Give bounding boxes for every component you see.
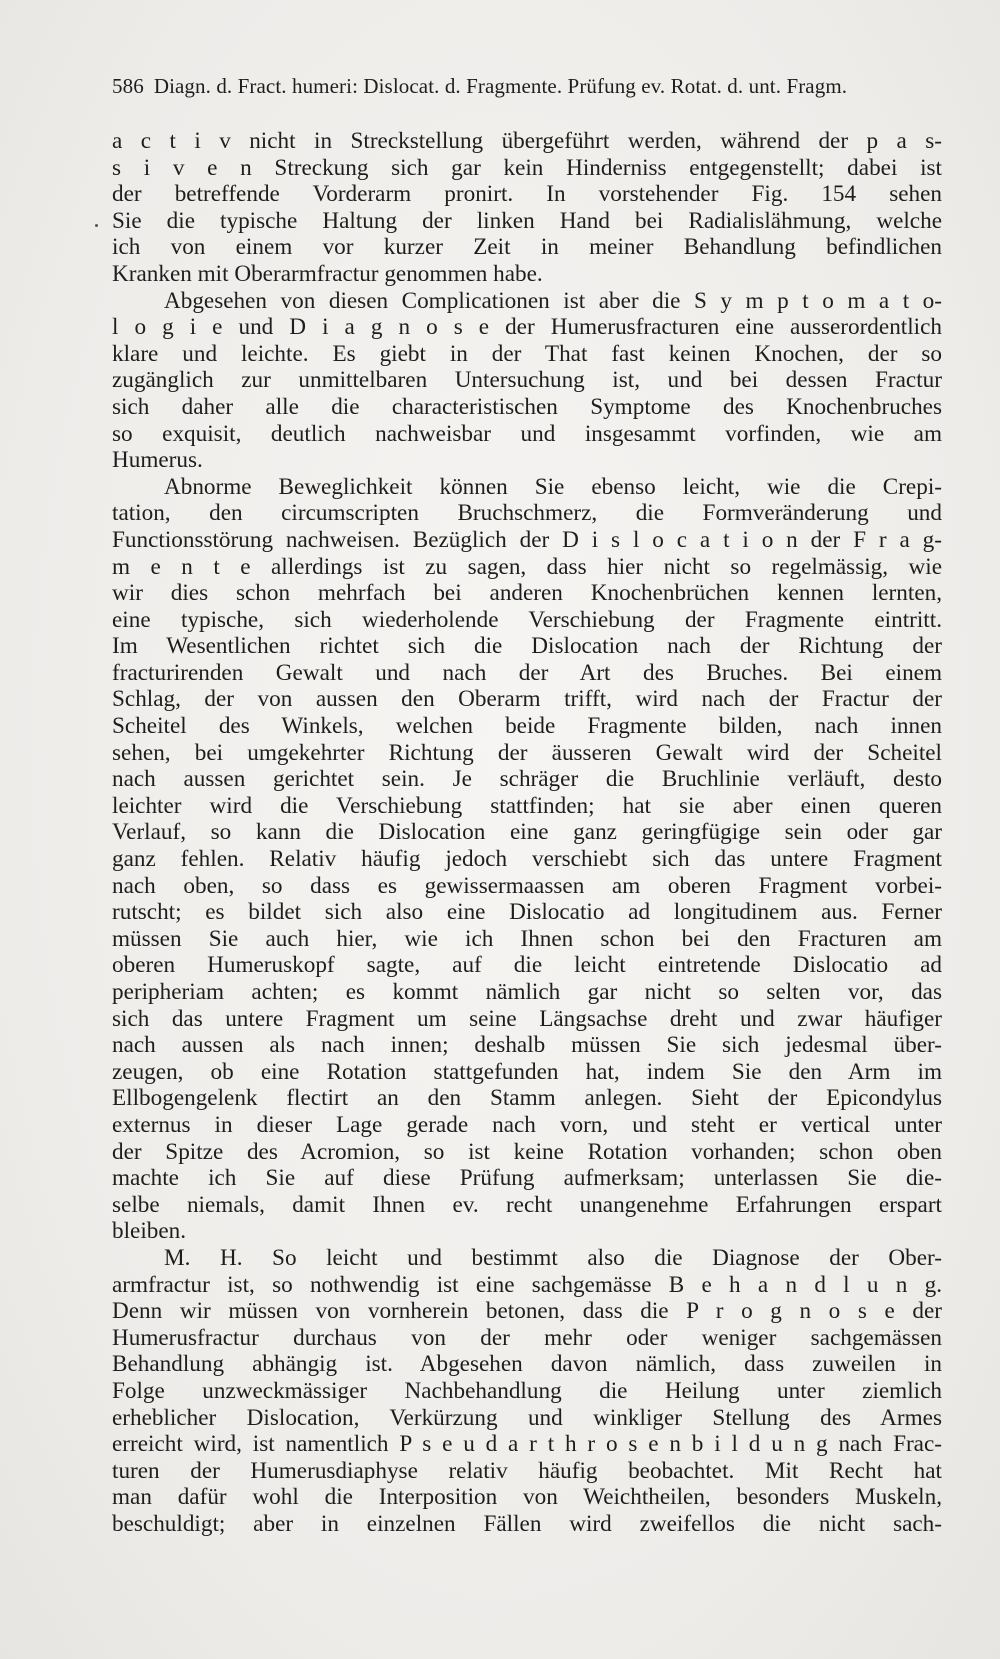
running-header	[112, 74, 942, 99]
text-line: leichter wird die Verschiebung stattfinden; hat sie aber einen queren	[112, 792, 942, 819]
text-line: müssen Sie auch hier, wie ich Ihnen schon bei den Fracturen am	[112, 925, 942, 952]
text-line: rutscht; es bildet sich also eine Dislocatio ad longitudinem aus. Ferner	[112, 899, 942, 926]
text-line: beschuldigt; aber in einzelnen Fällen wird zweifellos die nicht sach-	[112, 1510, 942, 1537]
text-line: armfractur ist, so nothwendig ist eine sachgemässe B e h a n d l u n g.	[112, 1271, 942, 1298]
text-line: klare und leichte. Es giebt in der That fast keinen Knochen, der so	[112, 340, 942, 367]
text-line: erheblicher Dislocation, Verkürzung und winkliger Stellung des Armes	[112, 1404, 942, 1431]
text-line: nach aussen gerichtet sein. Je schräger die Bruchlinie verläuft, desto	[112, 766, 942, 793]
text-line: machte ich Sie auf diese Prüfung aufmerksam; unterlassen Sie die-	[112, 1165, 942, 1192]
text-line: tation, den circumscripten Bruchschmerz, die Formveränderung und	[112, 500, 942, 527]
text-line: Denn wir müssen von vornherein betonen, dass die P r o g n o s e der	[112, 1298, 942, 1325]
text-line: der Spitze des Acromion, so ist keine Rotation vorhanden; schon oben	[112, 1138, 942, 1165]
text-line: Abgesehen von diesen Complicationen ist aber die S y m p t o m a t o-	[164, 287, 942, 314]
text-line: s i v e n Streckung sich gar kein Hinderniss entgegenstellt; dabei ist	[112, 154, 942, 181]
text-line: oberen Humeruskopf sagte, auf die leicht eintretende Dislocatio ad	[112, 952, 942, 979]
margin-speck	[95, 224, 98, 227]
text-line: Scheitel des Winkels, welchen beide Fragmente bilden, nach innen	[112, 713, 942, 740]
text-line: bleiben.	[112, 1218, 187, 1245]
text-line: zugänglich zur unmittelbaren Untersuchung ist, und bei dessen Fractur	[112, 367, 942, 394]
text-line: Verlauf, so kann die Dislocation eine ganz geringfügige sein oder gar	[112, 819, 942, 846]
text-line: Humerus.	[112, 447, 203, 474]
text-line: l o g i e und D i a g n o s e der Humerusfracturen eine ausserordentlich	[112, 314, 942, 341]
text-line: nach aussen als nach innen; deshalb müssen Sie sich jedesmal über-	[112, 1032, 942, 1059]
text-line: Ellbogengelenk flectirt an den Stamm anlegen. Sieht der Epicondylus	[112, 1085, 942, 1112]
text-line: so exquisit, deutlich nachweisbar und insgesammt vorfinden, wie am	[112, 420, 942, 447]
text-line: Kranken mit Oberarmfractur genommen habe.	[112, 260, 543, 287]
text-line: sehen, bei umgekehrter Richtung der äusseren Gewalt wird der Scheitel	[112, 739, 942, 766]
text-line: man dafür wohl die Interposition von Weichtheilen, besonders Muskeln,	[112, 1484, 942, 1511]
text-line: sich das untere Fragment um seine Längsachse dreht und zwar häufiger	[112, 1005, 942, 1032]
text-line: zeugen, ob eine Rotation stattgefunden hat, indem Sie den Arm im	[112, 1058, 942, 1085]
running-title: Diagn. d. Fract. humeri: Dislocat. d. Fragmente. Prüfung ev. Rotat. d. unt. Fragm.	[153, 74, 848, 98]
text-line: wir dies schon mehrfach bei anderen Knochenbrüchen kennen lernten,	[112, 580, 942, 607]
text-line: peripheriam achten; es kommt nämlich gar nicht so selten vor, das	[112, 979, 942, 1005]
text-line: turen der Humerusdiaphyse relativ häufig beobachtet. Mit Recht hat	[112, 1457, 942, 1484]
text-line: a c t i v nicht in Streckstellung übergeführt werden, während der p a s-	[112, 128, 942, 154]
text-line: nach oben, so dass es gewissermaassen am oberen Fragment vorbei-	[112, 872, 942, 899]
text-line: ich von einem vor kurzer Zeit in meiner Behandlung befindlichen	[112, 234, 942, 261]
text-line: Behandlung abhängig ist. Abgesehen davon nämlich, dass zuweilen in	[112, 1351, 942, 1378]
text-line: Folge unzweckmässiger Nachbehandlung die Heilung unter ziemlich	[112, 1377, 942, 1404]
text-line: selbe niemals, damit Ihnen ev. recht unangenehme Erfahrungen erspart	[112, 1191, 942, 1218]
text-line: externus in dieser Lage gerade nach vorn, und steht er vertical unter	[112, 1111, 942, 1138]
text-line: erreicht wird, ist namentlich P s e u d a r t h r o s e n b i l d u n g nach Frac-	[112, 1431, 942, 1458]
text-line: sich daher alle die characteristischen Symptome des Knochenbruches	[112, 393, 942, 420]
text-line: ganz fehlen. Relativ häufig jedoch verschiebt sich das untere Fragment	[112, 846, 942, 873]
text-line: Abnorme Beweglichkeit können Sie ebenso leicht, wie die Crepi-	[164, 473, 942, 500]
text-line: m e n t e allerdings ist zu sagen, dass hier nicht so regelmässig, wie	[112, 553, 942, 580]
text-line: Functionsstörung nachweisen. Bezüglich der D i s l o c a t i o n der F r a g-	[112, 526, 942, 553]
text-line: der betreffende Vorderarm pronirt. In vorstehender Fig. 154 sehen	[112, 181, 942, 208]
text-line: Humerusfractur durchaus von der mehr oder weniger sachgemässen	[112, 1324, 942, 1351]
text-line: M. H. So leicht und bestimmt also die Diagnose der Ober-	[164, 1244, 942, 1271]
text-line: eine typische, sich wiederholende Verschiebung der Fragmente eintritt.	[112, 606, 942, 633]
text-line: fracturirenden Gewalt und nach der Art des Bruches. Bei einem	[112, 659, 942, 686]
text-line: Im Wesentlichen richtet sich die Dislocation nach der Richtung der	[112, 633, 942, 660]
page-number: 586	[112, 74, 144, 98]
text-line: Sie die typische Haltung der linken Hand bei Radialislähmung, welche	[112, 207, 942, 234]
body-text	[112, 128, 942, 1537]
text-line: Schlag, der von aussen den Oberarm trifft, wird nach der Fractur der	[112, 686, 942, 713]
